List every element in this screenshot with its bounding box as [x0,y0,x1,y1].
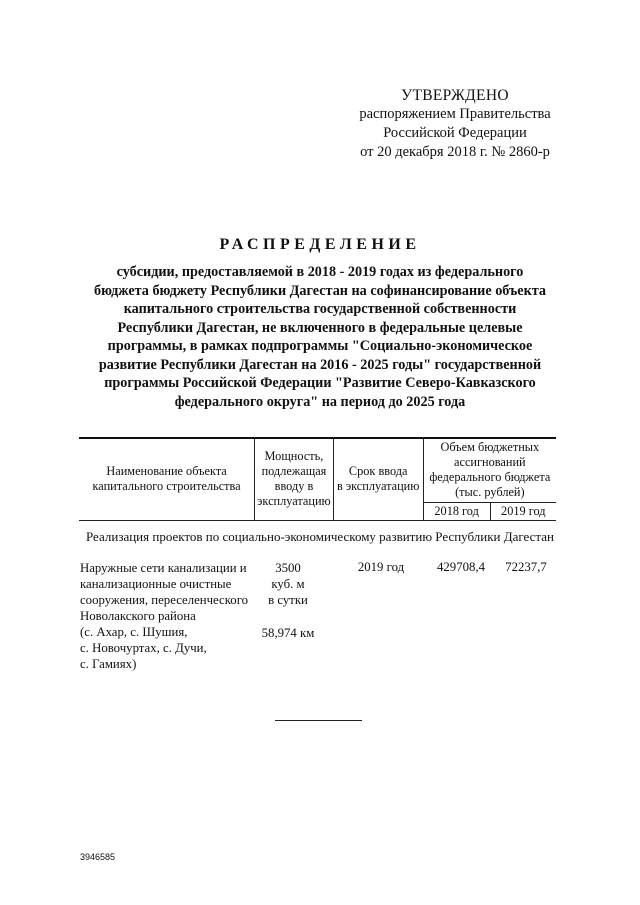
approval-block [330,86,580,162]
object-name-line: Новолакского района [80,609,196,623]
header-budget [423,438,556,502]
capacity-length: 58,974 км [261,626,315,640]
subtitle-line: Республики Дагестан, не включенного в федеральные целевые [117,319,523,336]
header-text: Наименование объекта [106,464,227,479]
header-text: в эксплуатацию [336,479,420,494]
document-subtitle [80,263,560,411]
object-name-line: с. Гамиях) [80,657,137,671]
subtitle-line: федерального округа" на период до 2025 года [174,393,466,410]
approval-line: от 20 декабря 2018 г. № 2860-р [360,144,550,160]
header-text: Объем бюджетных [440,440,540,455]
capacity-cell [248,560,328,641]
commission-date-cell: 2019 год [357,560,405,574]
object-name-line: сооружения, переселенческого [80,593,249,607]
header-text: федерального бюджета [429,470,551,485]
distribution-table-header [79,437,556,521]
section-heading: Реализация проектов по социально-экономическому развитию Республики Дагестан [86,529,554,544]
budget-2018-cell: 429708,4 [437,560,485,574]
budget-2019-cell: 72237,7 [505,560,547,574]
header-text: эксплуатацию [257,494,331,509]
approval-line: Российской Федерации [383,125,527,141]
object-name-line: канализационные очистные [80,577,232,591]
subtitle-line: субсидии, предоставляемой в 2018 - 2019 годах из федерального [116,264,524,280]
header-text: Мощность, [264,449,324,464]
header-capacity [255,438,334,520]
approval-line: распоряжением Правительства [359,106,551,122]
object-name-cell [80,560,260,672]
header-text: Срок ввода [348,464,408,479]
capacity-line: куб. м [271,577,305,591]
header-commission-date [333,438,423,520]
object-name-line: с. Новочуртах, с. Дучи, [80,641,207,655]
header-text: ассигнований [454,455,526,470]
header-text: капитального строительства [92,479,241,494]
object-name-line: Наружные сети канализации и [80,561,247,575]
capacity-line: 3500 [275,561,301,575]
header-text: (тыс. рублей) [455,485,525,500]
header-text: вводу в [274,479,314,494]
capacity-line: в сутки [268,593,308,607]
header-text: подлежащая [261,464,327,479]
subtitle-line: развитие Республики Дагестан на 2016 - 2025 годы" государственной [98,356,542,373]
end-divider [275,720,362,721]
header-year-2019: 2019 год [490,502,556,520]
header-year-2018: 2018 год [423,502,490,520]
subtitle-line: программы Российской Федерации "Развитие Северо-Кавказского [104,375,536,391]
approval-heading: УТВЕРЖДЕНО [401,87,509,104]
subtitle-line: капитального строительства государственной собственности [123,301,517,317]
document-code: 3946585 [80,852,116,862]
subtitle-line: бюджета бюджету Республики Дагестан на софинансирование объекта [93,282,547,299]
document-title: РАСПРЕДЕЛЕНИЕ [219,236,421,253]
header-object-name [79,438,255,520]
subtitle-line: программы, в рамках подпрограммы "Социально-экономическое [107,338,533,354]
object-name-line: (с. Ахар, с. Шушия, [80,625,188,639]
